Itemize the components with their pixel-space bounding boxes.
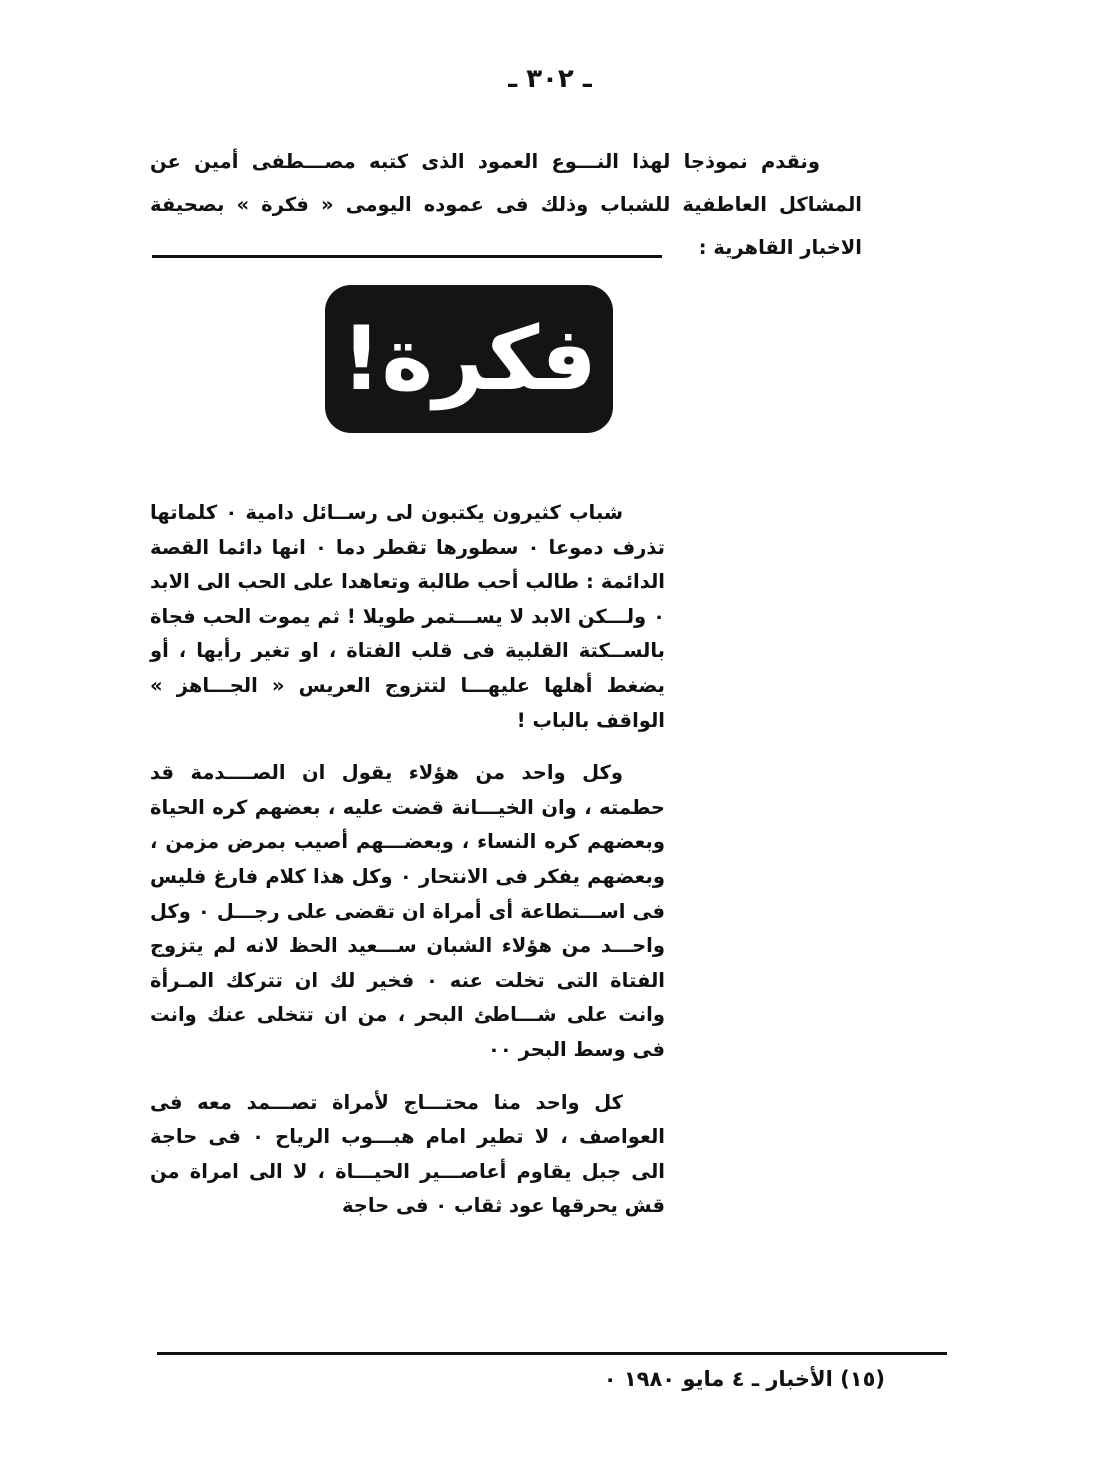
footnote-divider: [157, 1352, 947, 1355]
article-paragraph: وكل واحد من هؤلاء يقول ان الصــــدمة قد حطمته ، وان الخيـــانة قضت عليه ، بعضهم كره الحياة وبعضهم كره النساء ، وبعضـــهم أصيب بمرض مزمن ، وبعضهم يفكر فى الانتحار ٠ وكل هذا كلام فارغ فليس فى اســـتطاعة أى أمراة ان تقضى على رجـــل ٠ وكل واحـــد من هؤلاء الشبان ســـعيد الحظ لانه لم يتزوج الفتاة التى تخلت عنه ٠ فخير لك ان تتركك المـرأة وانت على شـــاطئ البحر ، من ان تتخلى عنك وانت فى وسط البحر ٠٠: [150, 761, 665, 1061]
article-body: [150, 496, 665, 1242]
column-logo-text: فكرة!: [341, 307, 597, 410]
page-number: ـ ٣٠٢ ـ: [508, 64, 592, 94]
column-logo: [325, 285, 613, 433]
intro-paragraph: ونقدم نموذجا لهذا النـــوع العمود الذى كتبه مصـــطفى أمين عن المشاكل العاطفية للشباب وذلك فى عموده اليومى « فكرة » بصحيفة الاخبار القاهرية :: [150, 150, 862, 259]
intro-section: [150, 140, 862, 269]
section-divider: [152, 255, 662, 258]
article-paragraph: شباب كثيرون يكتبون لى رســائل دامية ٠ كلماتها تذرف دموعا ٠ سطورها تقطر دما ٠ انها دائما القصة الدائمة : طالب أحب طالبة وتعاهدا على الحب الى الابد ٠ ولـــكن الابد لا يســـتمر طويلا ! ثم يموت الحب فجاة بالســكتة القلبية فى قلب الفتاة ، او تغير رأيها ، أو يضغط أهلها عليهـــا لتتزوج العريس « الجـــاهز » الواقف بالباب !: [150, 501, 665, 732]
footnote: (١٥) الأخبار ـ ٤ مايو ١٩٨٠ ٠: [603, 1367, 885, 1391]
article-paragraph: كل واحد منا محتـــاج لأمراة تصـــمد معه فى العواصف ، لا تطير امام هبـــوب الرياح ٠ فى حاجة الى جبل يقاوم أعاصـــير الحيـــاة ، لا الى امراة من قش يحرقها عود ثقاب ٠ فى حاجة: [150, 1090, 665, 1218]
